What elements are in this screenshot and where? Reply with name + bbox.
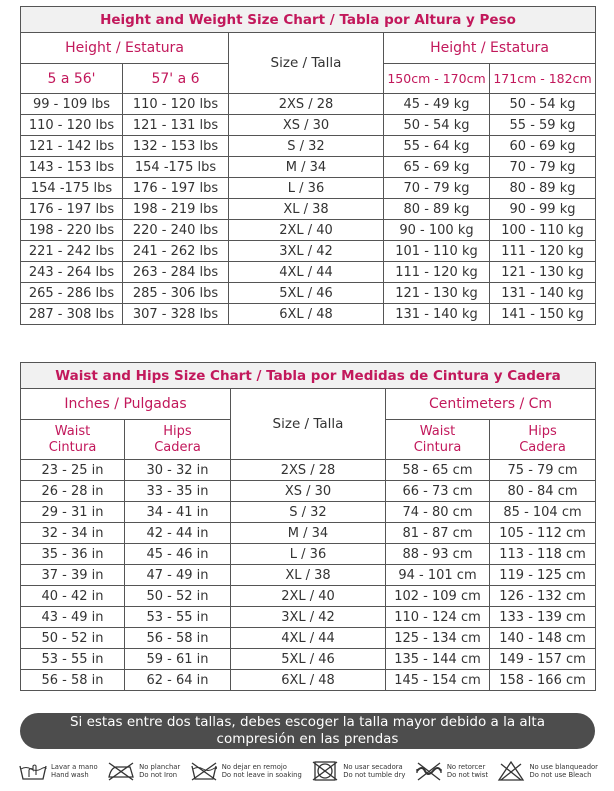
measure-cell: 125 - 134 cm: [386, 628, 490, 649]
measure-cell: 45 - 46 in: [125, 544, 231, 565]
measure-cell: 126 - 132 cm: [490, 586, 596, 607]
size-cell: 6XL / 48: [229, 304, 384, 325]
measure-cell: 35 - 36 in: [21, 544, 125, 565]
measure-cell: 111 - 120 kg: [384, 262, 490, 283]
hips-header: Hips Cadera: [125, 420, 231, 460]
table-row: [21, 565, 596, 586]
size-cell: 4XL / 44: [229, 262, 384, 283]
measure-cell: 50 - 54 kg: [490, 94, 596, 115]
height-range-2: 57' a 6: [123, 64, 229, 94]
measure-cell: 60 - 69 kg: [490, 136, 596, 157]
care-no-tumble-dry: No usar secadora Do not tumble dry: [310, 760, 405, 782]
measure-cell: 102 - 109 cm: [386, 586, 490, 607]
measure-cell: 58 - 65 cm: [386, 460, 490, 481]
measure-cell: 285 - 306 lbs: [123, 283, 229, 304]
size-cell: S / 32: [231, 502, 386, 523]
size-cell: 5XL / 46: [231, 649, 386, 670]
table-row: [21, 178, 596, 199]
measure-cell: 30 - 32 in: [125, 460, 231, 481]
size-cell: 6XL / 48: [231, 670, 386, 691]
table-row: [21, 136, 596, 157]
measure-cell: 47 - 49 in: [125, 565, 231, 586]
measure-cell: 37 - 39 in: [21, 565, 125, 586]
care-no-iron: No planchar Do not Iron: [106, 760, 180, 782]
measure-cell: 29 - 31 in: [21, 502, 125, 523]
measure-cell: 40 - 42 in: [21, 586, 125, 607]
table-row: [21, 502, 596, 523]
measure-cell: 221 - 242 lbs: [21, 241, 123, 262]
measure-cell: 135 - 144 cm: [386, 649, 490, 670]
measure-cell: 70 - 79 kg: [490, 157, 596, 178]
chart-title: Height and Weight Size Chart / Tabla por Altura y Peso: [21, 7, 596, 33]
measure-cell: 241 - 262 lbs: [123, 241, 229, 262]
table-row: [21, 607, 596, 628]
no-soak-icon: [189, 760, 219, 782]
measure-cell: 176 - 197 lbs: [123, 178, 229, 199]
waist-hips-size-chart: [20, 362, 596, 691]
measure-cell: 74 - 80 cm: [386, 502, 490, 523]
care-no-bleach: No use blanqueador Do not use Bleach: [496, 760, 598, 782]
measure-cell: 110 - 124 cm: [386, 607, 490, 628]
measure-cell: 53 - 55 in: [125, 607, 231, 628]
size-header: Size / Talla: [229, 33, 384, 94]
size-cell: M / 34: [229, 157, 384, 178]
size-cell: 3XL / 42: [231, 607, 386, 628]
measure-cell: 88 - 93 cm: [386, 544, 490, 565]
size-cell: S / 32: [229, 136, 384, 157]
measure-cell: 145 - 154 cm: [386, 670, 490, 691]
table-row: [21, 670, 596, 691]
height-range-3: 150cm - 170cm: [384, 64, 490, 94]
size-cell: XS / 30: [231, 481, 386, 502]
size-cell: 2XL / 40: [231, 586, 386, 607]
measure-cell: 121 - 142 lbs: [21, 136, 123, 157]
measure-cell: 34 - 41 in: [125, 502, 231, 523]
measure-cell: 307 - 328 lbs: [123, 304, 229, 325]
hips-header-cm: Hips Cadera: [490, 420, 596, 460]
table-row: [21, 262, 596, 283]
measure-cell: 243 - 264 lbs: [21, 262, 123, 283]
measure-cell: 287 - 308 lbs: [21, 304, 123, 325]
size-cell: 2XS / 28: [231, 460, 386, 481]
no-bleach-icon: [496, 760, 526, 782]
table-row: [21, 94, 596, 115]
measure-cell: 220 - 240 lbs: [123, 220, 229, 241]
table-row: [21, 460, 596, 481]
table-row: [21, 649, 596, 670]
measure-cell: 133 - 139 cm: [490, 607, 596, 628]
table-row: [21, 115, 596, 136]
measure-cell: 265 - 286 lbs: [21, 283, 123, 304]
measure-cell: 176 - 197 lbs: [21, 199, 123, 220]
measure-cell: 100 - 110 kg: [490, 220, 596, 241]
measure-cell: 45 - 49 kg: [384, 94, 490, 115]
measure-cell: 56 - 58 in: [21, 670, 125, 691]
measure-cell: 62 - 64 in: [125, 670, 231, 691]
measure-cell: 26 - 28 in: [21, 481, 125, 502]
measure-cell: 149 - 157 cm: [490, 649, 596, 670]
care-no-twist: No retorcer Do not twist: [414, 760, 488, 782]
height-header-metric: Height / Estatura: [384, 33, 596, 64]
measure-cell: 121 - 130 kg: [490, 262, 596, 283]
no-tumble-dry-icon: [310, 760, 340, 782]
measure-cell: 141 - 150 kg: [490, 304, 596, 325]
measure-cell: 110 - 120 lbs: [123, 94, 229, 115]
size-cell: 2XS / 28: [229, 94, 384, 115]
measure-cell: 59 - 61 in: [125, 649, 231, 670]
measure-cell: 90 - 100 kg: [384, 220, 490, 241]
inches-header: Inches / Pulgadas: [21, 389, 231, 420]
measure-cell: 119 - 125 cm: [490, 565, 596, 586]
table-row: [21, 157, 596, 178]
care-hand-wash: Lavar a mano Hand wash: [18, 760, 98, 782]
height-range-4: 171cm - 182cm: [490, 64, 596, 94]
advice-line-2: compresión en las prendas: [216, 731, 399, 747]
size-cell: M / 34: [231, 523, 386, 544]
measure-cell: 131 - 140 kg: [384, 304, 490, 325]
care-instructions: [18, 756, 598, 786]
waist-header: Waist Cintura: [21, 420, 125, 460]
no-twist-icon: [414, 760, 444, 782]
measure-cell: 43 - 49 in: [21, 607, 125, 628]
measure-cell: 101 - 110 kg: [384, 241, 490, 262]
table-row: [21, 220, 596, 241]
measure-cell: 85 - 104 cm: [490, 502, 596, 523]
measure-cell: 23 - 25 in: [21, 460, 125, 481]
height-range-1: 5 a 56': [21, 64, 123, 94]
size-cell: 3XL / 42: [229, 241, 384, 262]
table-row: [21, 586, 596, 607]
measure-cell: 56 - 58 in: [125, 628, 231, 649]
measure-cell: 50 - 52 in: [21, 628, 125, 649]
centimeters-header: Centimeters / Cm: [386, 389, 596, 420]
measure-cell: 80 - 89 kg: [490, 178, 596, 199]
measure-cell: 81 - 87 cm: [386, 523, 490, 544]
table-row: [21, 481, 596, 502]
size-cell: 4XL / 44: [231, 628, 386, 649]
advice-line-1: Si estas entre dos tallas, debes escoger la talla mayor debido a la alta: [69, 714, 545, 730]
table-row: [21, 241, 596, 262]
measure-cell: 32 - 34 in: [21, 523, 125, 544]
measure-cell: 263 - 284 lbs: [123, 262, 229, 283]
measure-cell: 154 -175 lbs: [123, 157, 229, 178]
measure-cell: 154 -175 lbs: [21, 178, 123, 199]
measure-cell: 121 - 130 kg: [384, 283, 490, 304]
size-cell: XL / 38: [229, 199, 384, 220]
measure-cell: 198 - 220 lbs: [21, 220, 123, 241]
table-row: [21, 523, 596, 544]
measure-cell: 90 - 99 kg: [490, 199, 596, 220]
measure-cell: 50 - 52 in: [125, 586, 231, 607]
size-cell: 2XL / 40: [229, 220, 384, 241]
measure-cell: 66 - 73 cm: [386, 481, 490, 502]
no-iron-icon: [106, 760, 136, 782]
measure-cell: 110 - 120 lbs: [21, 115, 123, 136]
hand-wash-icon: [18, 760, 48, 782]
care-no-soak: No dejar en remojo Do not leave in soaking: [189, 760, 302, 782]
measure-cell: 65 - 69 kg: [384, 157, 490, 178]
measure-cell: 33 - 35 in: [125, 481, 231, 502]
size-header: Size / Talla: [231, 389, 386, 460]
measure-cell: 80 - 89 kg: [384, 199, 490, 220]
measure-cell: 80 - 84 cm: [490, 481, 596, 502]
measure-cell: 111 - 120 kg: [490, 241, 596, 262]
size-advice-banner: [20, 713, 595, 749]
size-cell: 5XL / 46: [229, 283, 384, 304]
measure-cell: 143 - 153 lbs: [21, 157, 123, 178]
measure-cell: 94 - 101 cm: [386, 565, 490, 586]
table-row: [21, 304, 596, 325]
measure-cell: 140 - 148 cm: [490, 628, 596, 649]
size-cell: XL / 38: [231, 565, 386, 586]
measure-cell: 132 - 153 lbs: [123, 136, 229, 157]
measure-cell: 105 - 112 cm: [490, 523, 596, 544]
size-cell: L / 36: [231, 544, 386, 565]
measure-cell: 121 - 131 lbs: [123, 115, 229, 136]
height-weight-size-chart: [20, 6, 596, 325]
chart-title: Waist and Hips Size Chart / Tabla por Medidas de Cintura y Cadera: [21, 363, 596, 389]
measure-cell: 113 - 118 cm: [490, 544, 596, 565]
measure-cell: 75 - 79 cm: [490, 460, 596, 481]
waist-header-cm: Waist Cintura: [386, 420, 490, 460]
height-header-imperial: Height / Estatura: [21, 33, 229, 64]
measure-cell: 50 - 54 kg: [384, 115, 490, 136]
size-cell: XS / 30: [229, 115, 384, 136]
measure-cell: 70 - 79 kg: [384, 178, 490, 199]
measure-cell: 42 - 44 in: [125, 523, 231, 544]
measure-cell: 158 - 166 cm: [490, 670, 596, 691]
measure-cell: 53 - 55 in: [21, 649, 125, 670]
table-row: [21, 544, 596, 565]
measure-cell: 99 - 109 lbs: [21, 94, 123, 115]
chart1-rows: [21, 94, 596, 325]
table-row: [21, 283, 596, 304]
measure-cell: 55 - 64 kg: [384, 136, 490, 157]
measure-cell: 55 - 59 kg: [490, 115, 596, 136]
chart2-rows: [21, 460, 596, 691]
measure-cell: 131 - 140 kg: [490, 283, 596, 304]
size-cell: L / 36: [229, 178, 384, 199]
table-row: [21, 199, 596, 220]
measure-cell: 198 - 219 lbs: [123, 199, 229, 220]
table-row: [21, 628, 596, 649]
